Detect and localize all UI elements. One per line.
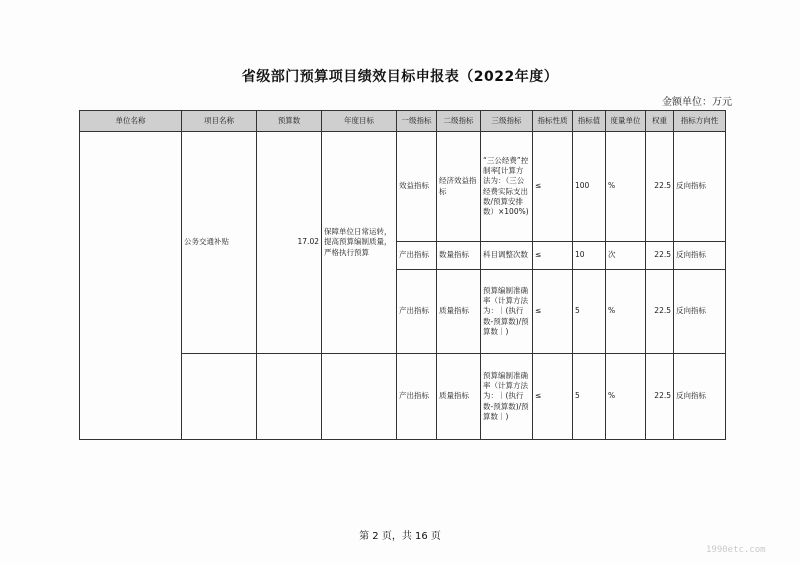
header-annual-goal: 年度目标 xyxy=(322,111,397,132)
cell-level2: 数量指标 xyxy=(437,242,481,270)
cell-weight: 22.5 xyxy=(646,354,674,440)
cell-weight: 22.5 xyxy=(646,270,674,354)
cell-level3: 科目调整次数 xyxy=(481,242,533,270)
cell-value: 5 xyxy=(573,354,606,440)
cell-nature: ≤ xyxy=(533,242,573,270)
cell-annual-goal-empty xyxy=(322,354,397,440)
cell-value: 5 xyxy=(573,270,606,354)
cell-nature: ≤ xyxy=(533,270,573,354)
cell-direction: 反向指标 xyxy=(674,270,726,354)
page-footer: 第 2 页，共 16 页 xyxy=(359,531,441,542)
table-row xyxy=(80,132,726,242)
cell-level3: “三公经费”控制率[计算方法为：（三公经费实际支出数/预算安排数）×100%) xyxy=(481,132,533,242)
cell-level3: 预算编制准确率（计算方法为：｜(执行数-预算数)/预算数｜) xyxy=(481,354,533,440)
cell-unit-name xyxy=(80,132,182,440)
cell-nature: ≤ xyxy=(533,132,573,242)
cell-measure-unit: % xyxy=(606,270,646,354)
amount-unit-label: 金额单位：万元 xyxy=(662,97,732,108)
cell-level1: 产出指标 xyxy=(397,270,437,354)
cell-level1: 产出指标 xyxy=(397,354,437,440)
header-direction: 指标方向性 xyxy=(674,111,726,132)
cell-level2: 经济效益指标 xyxy=(437,132,481,242)
cell-level3: 预算编制准确率（计算方法为：｜(执行数-预算数)/预算数｜) xyxy=(481,270,533,354)
cell-measure-unit: % xyxy=(606,354,646,440)
header-level1: 一级指标 xyxy=(397,111,437,132)
header-nature: 指标性质 xyxy=(533,111,573,132)
cell-project-name: 公务交通补贴 xyxy=(182,132,257,354)
header-level3: 三级指标 xyxy=(481,111,533,132)
header-unit-name: 单位名称 xyxy=(80,111,182,132)
cell-annual-goal: 保障单位日常运转，提高预算编制质量，严格执行预算 xyxy=(322,132,397,354)
cell-direction: 反向指标 xyxy=(674,354,726,440)
cell-project-name-empty xyxy=(182,354,257,440)
header-level2: 二级指标 xyxy=(437,111,481,132)
header-measure-unit: 度量单位 xyxy=(606,111,646,132)
cell-measure-unit: 次 xyxy=(606,242,646,270)
header-value: 指标值 xyxy=(573,111,606,132)
cell-budget: 17.02 xyxy=(257,132,322,354)
cell-value: 100 xyxy=(573,132,606,242)
performance-table xyxy=(79,110,726,440)
cell-direction: 反向指标 xyxy=(674,242,726,270)
cell-nature: ≤ xyxy=(533,354,573,440)
cell-level2: 质量指标 xyxy=(437,270,481,354)
cell-level1: 效益指标 xyxy=(397,132,437,242)
cell-level1: 产出指标 xyxy=(397,242,437,270)
cell-value: 10 xyxy=(573,242,606,270)
header-weight: 权重 xyxy=(646,111,674,132)
cell-measure-unit: % xyxy=(606,132,646,242)
watermark-text: 1990etc.com xyxy=(706,545,766,555)
cell-level2: 质量指标 xyxy=(437,354,481,440)
cell-weight: 22.5 xyxy=(646,242,674,270)
header-budget: 预算数 xyxy=(257,111,322,132)
table-header-row xyxy=(80,111,726,132)
page-title: 省级部门预算项目绩效目标申报表（2022年度） xyxy=(241,69,559,85)
cell-direction: 反向指标 xyxy=(674,132,726,242)
cell-budget-empty xyxy=(257,354,322,440)
header-project-name: 项目名称 xyxy=(182,111,257,132)
cell-weight: 22.5 xyxy=(646,132,674,242)
